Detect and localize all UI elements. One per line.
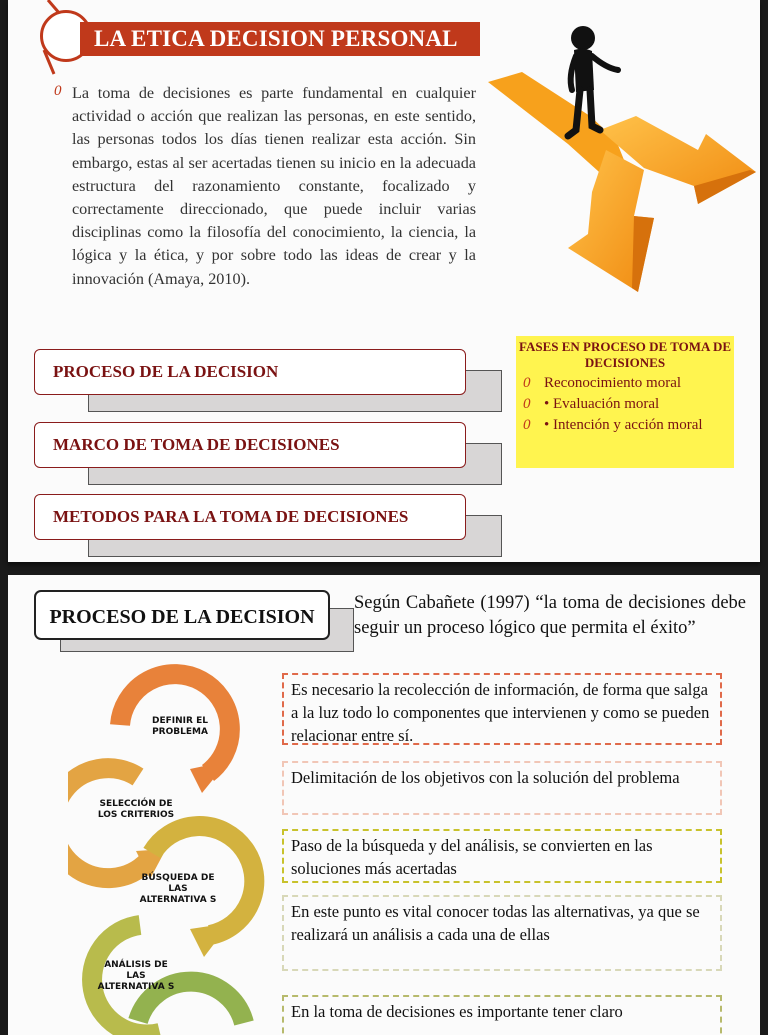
intro-paragraph: La toma de decisiones es parte fundamental en cualquier actividad o acción que realizan las personas, en este sentido, las personas todos los días tienen realizar esta acción. Sin embargo, estas al ser acertadas tienen su inicio en la adecuada estructura del razonamiento constante, focalizado y correctamente direccionado, que puede incluir varias disciplinas como la filosofía del conocimiento, la ciencia, la lógica y la ética, y por sobre todo las ideas de crear y la innovación (Amaya, 2010). [72,84,476,288]
step-select-criteria: SELECCIÓN DE LOS CRITERIOS [97,799,175,820]
slide-ethics-decision [8,0,760,562]
slide-title: PROCESO DE LA DECISION [34,590,330,640]
phase-item: 0 Reconocimiento moral [523,375,682,391]
tab-marco-decisiones[interactable]: MARCO DE TOMA DE DECISIONES [34,422,466,468]
step-description-box: En la toma de decisiones es importante tener claro [282,995,722,1035]
quote-text: Según Cabañete (1997) “la toma de decisiones debe seguir un proceso lógico que permita el éxito” [354,593,746,638]
phases-title: FASES EN PROCESO DE TOMA DE DECISIONES [518,339,732,370]
step-description-box: Delimitación de los objetivos con la solución del problema [282,761,722,815]
step-description-box: En este punto es vital conocer todas las alternativas, ya que se realizará un análisis a cada una de ellas [282,895,722,971]
phases-box [516,336,734,468]
tab-metodos-decisiones[interactable]: METODOS PARA LA TOMA DE DECISIONES [34,494,466,540]
step-analyze-alternatives: ANÁLISIS DE LAS ALTERNATIVA S [97,960,175,992]
step-define-problem: DEFINIR EL PROBLEMA [152,716,208,737]
step-description-box: Paso de la búsqueda y del análisis, se convierten en las soluciones más acertadas [282,829,722,883]
crossroads-arrow-icon [488,20,760,310]
slide-decision-process [8,575,760,1035]
tab-proceso-decision[interactable]: PROCESO DE LA DECISION [34,349,466,395]
phase-item: 0 • Evaluación moral [523,396,660,412]
step-search-alternatives: BÚSQUEDA DE LAS ALTERNATIVA S [139,873,217,905]
step-description-box: Es necesario la recolección de información, de forma que salga a la luz todo lo componentes que intervienen y como se pueden relacionar entre sí. [282,673,722,745]
slide-title: LA ETICA DECISION PERSONAL [94,26,458,51]
phase-item: 0 • Intención y acción moral [523,417,703,433]
bullet-marker: 0 [54,83,62,99]
